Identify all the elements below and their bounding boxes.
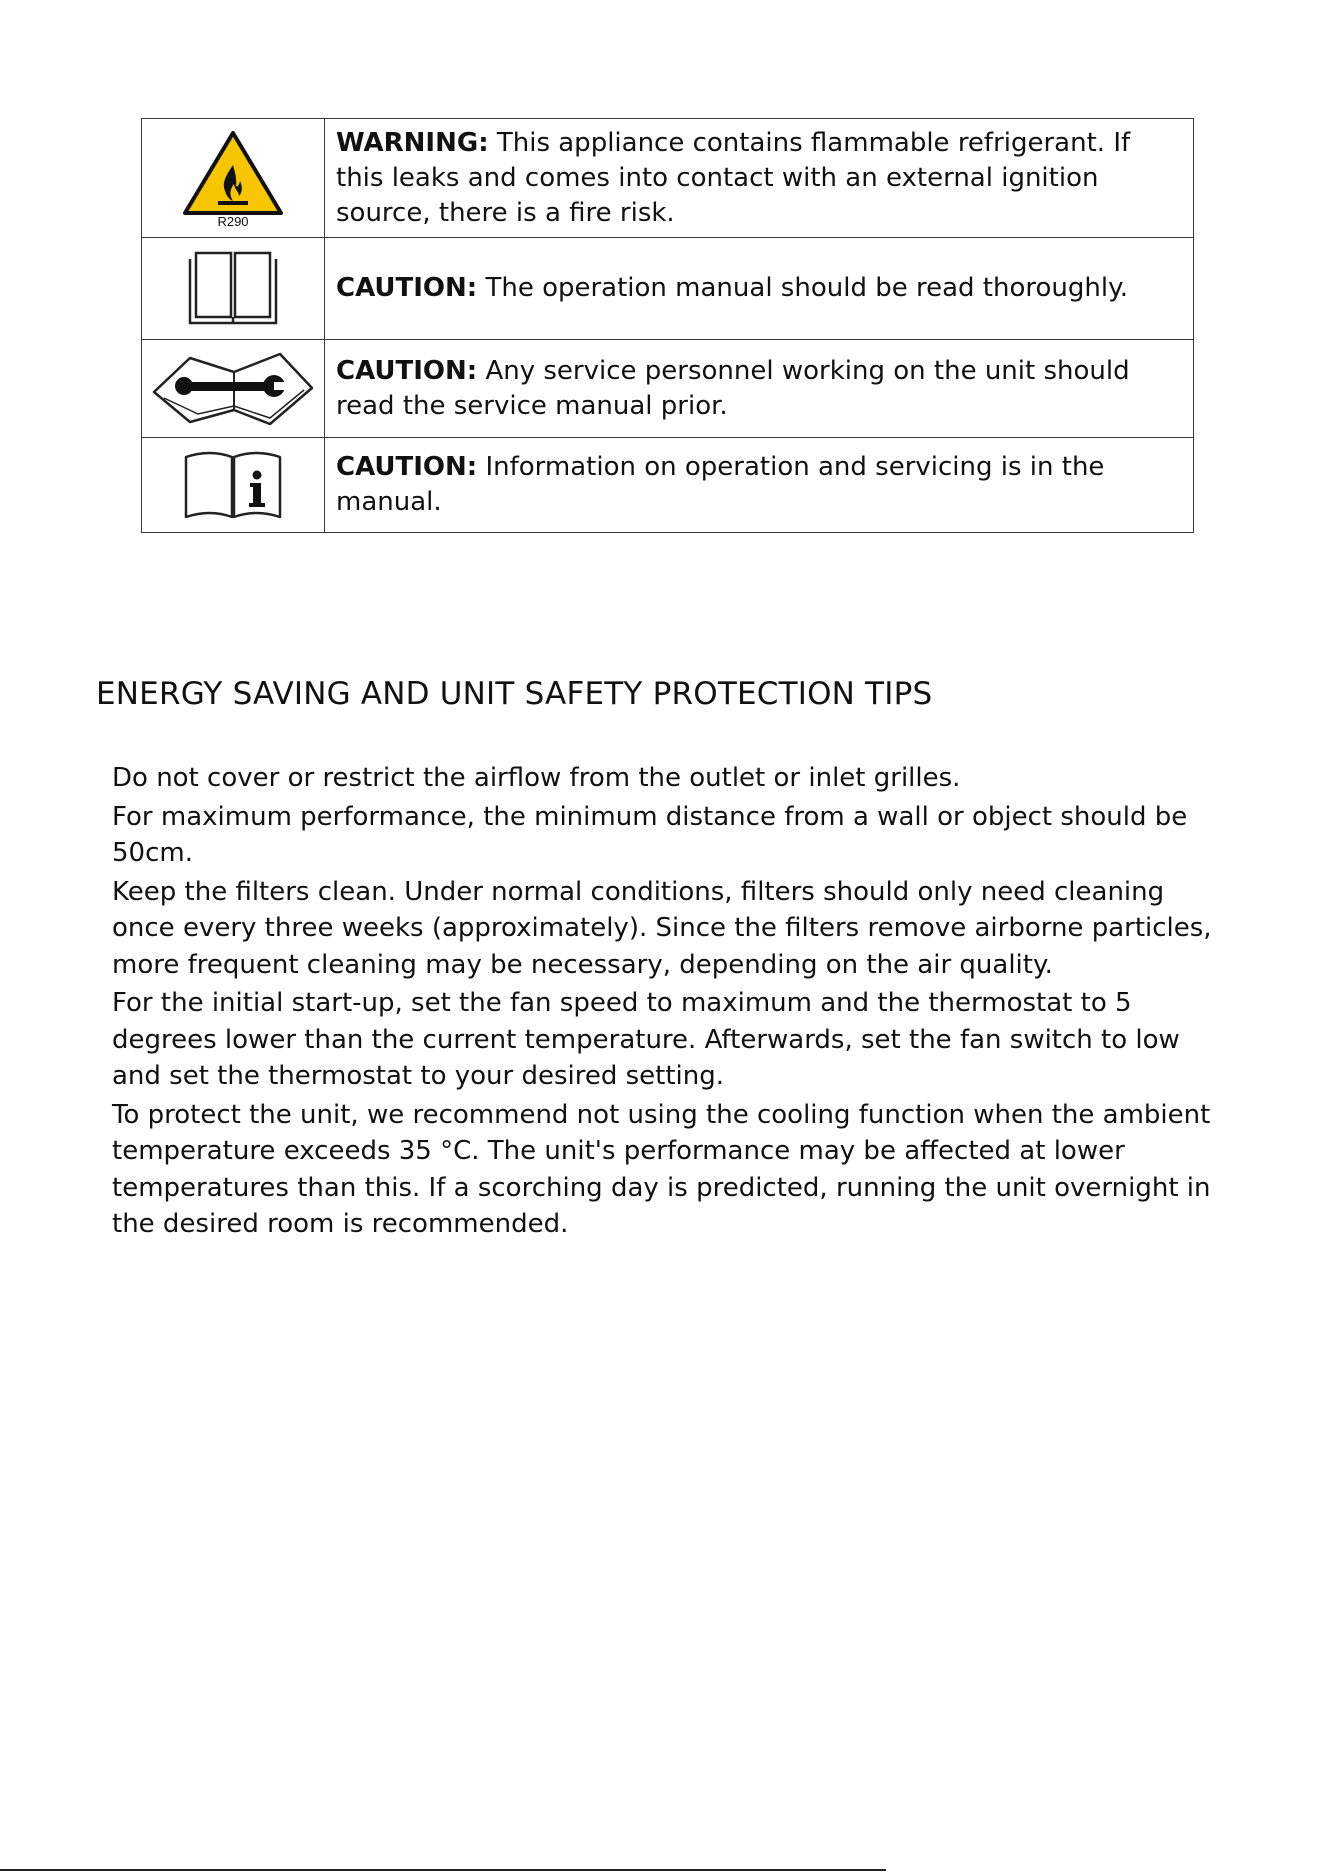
caution-label: CAUTION: bbox=[336, 355, 478, 386]
icon-cell bbox=[142, 340, 325, 438]
tip-item: For maximum performance, the minimum distance from a wall or object should be 50cm. bbox=[112, 801, 1188, 868]
caution-text: Information on operation and servicing is in the manual. bbox=[336, 452, 1105, 517]
icon-cell bbox=[142, 438, 325, 533]
caution-text-cell bbox=[325, 238, 1194, 340]
page-divider bbox=[0, 1869, 886, 1871]
manual-info-icon bbox=[142, 449, 324, 521]
caution-text-cell bbox=[325, 438, 1194, 533]
caution-text: The operation manual should be read thoroughly. bbox=[485, 273, 1129, 303]
caution-text: Any service personnel working on the unit should read the service manual prior. bbox=[336, 355, 1130, 421]
refrigerant-caption: R290 bbox=[217, 214, 249, 229]
icon-cell bbox=[142, 238, 325, 340]
tip-item: For the initial start-up, set the fan speed to maximum and the thermostat to 5 degrees lower than the current temperature. Afterwards, set the fan switch to low and set the thermostat to your desired setting. bbox=[112, 988, 1180, 1091]
flammable-warning-icon bbox=[142, 127, 324, 229]
tip-item: Do not cover or restrict the airflow from the outlet or inlet grilles. bbox=[112, 763, 961, 793]
tip-item: To protect the unit, we recommend not using the cooling function when the ambient temperature exceeds 35 °C. The unit's performance may be affected at lower temperatures than this. If a scorching day is predicted, running the unit overnight in the desired room is recommended. bbox=[112, 1099, 1211, 1239]
symbol-row-service-manual bbox=[142, 340, 1194, 438]
safety-symbols-table bbox=[141, 118, 1194, 533]
symbol-row-info-manual bbox=[142, 438, 1194, 533]
service-manual-wrench-icon bbox=[142, 348, 324, 430]
caution-text-cell bbox=[325, 340, 1194, 438]
symbol-row-operation-manual bbox=[142, 238, 1194, 340]
open-book-icon bbox=[142, 249, 324, 329]
tips-list bbox=[112, 760, 1224, 1245]
symbol-row-flammable bbox=[142, 119, 1194, 238]
icon-cell bbox=[142, 119, 325, 238]
warning-text: This appliance contains flammable refrigerant. If this leaks and comes into contact with an external ignition source, there is a fire risk. bbox=[336, 127, 1131, 228]
tip-item: Keep the filters clean. Under normal conditions, filters should only need cleaning once every three weeks (approximately). Since the filters remove airborne particles, more frequent cleaning may be necessary, depending on the air quality. bbox=[112, 876, 1212, 980]
caution-label: CAUTION: bbox=[336, 273, 478, 303]
caution-label: CAUTION: bbox=[336, 452, 478, 482]
warning-text-cell bbox=[325, 119, 1194, 238]
section-heading: ENERGY SAVING AND UNIT SAFETY PROTECTION TIPS bbox=[96, 676, 933, 712]
warning-label: WARNING: bbox=[336, 127, 489, 158]
